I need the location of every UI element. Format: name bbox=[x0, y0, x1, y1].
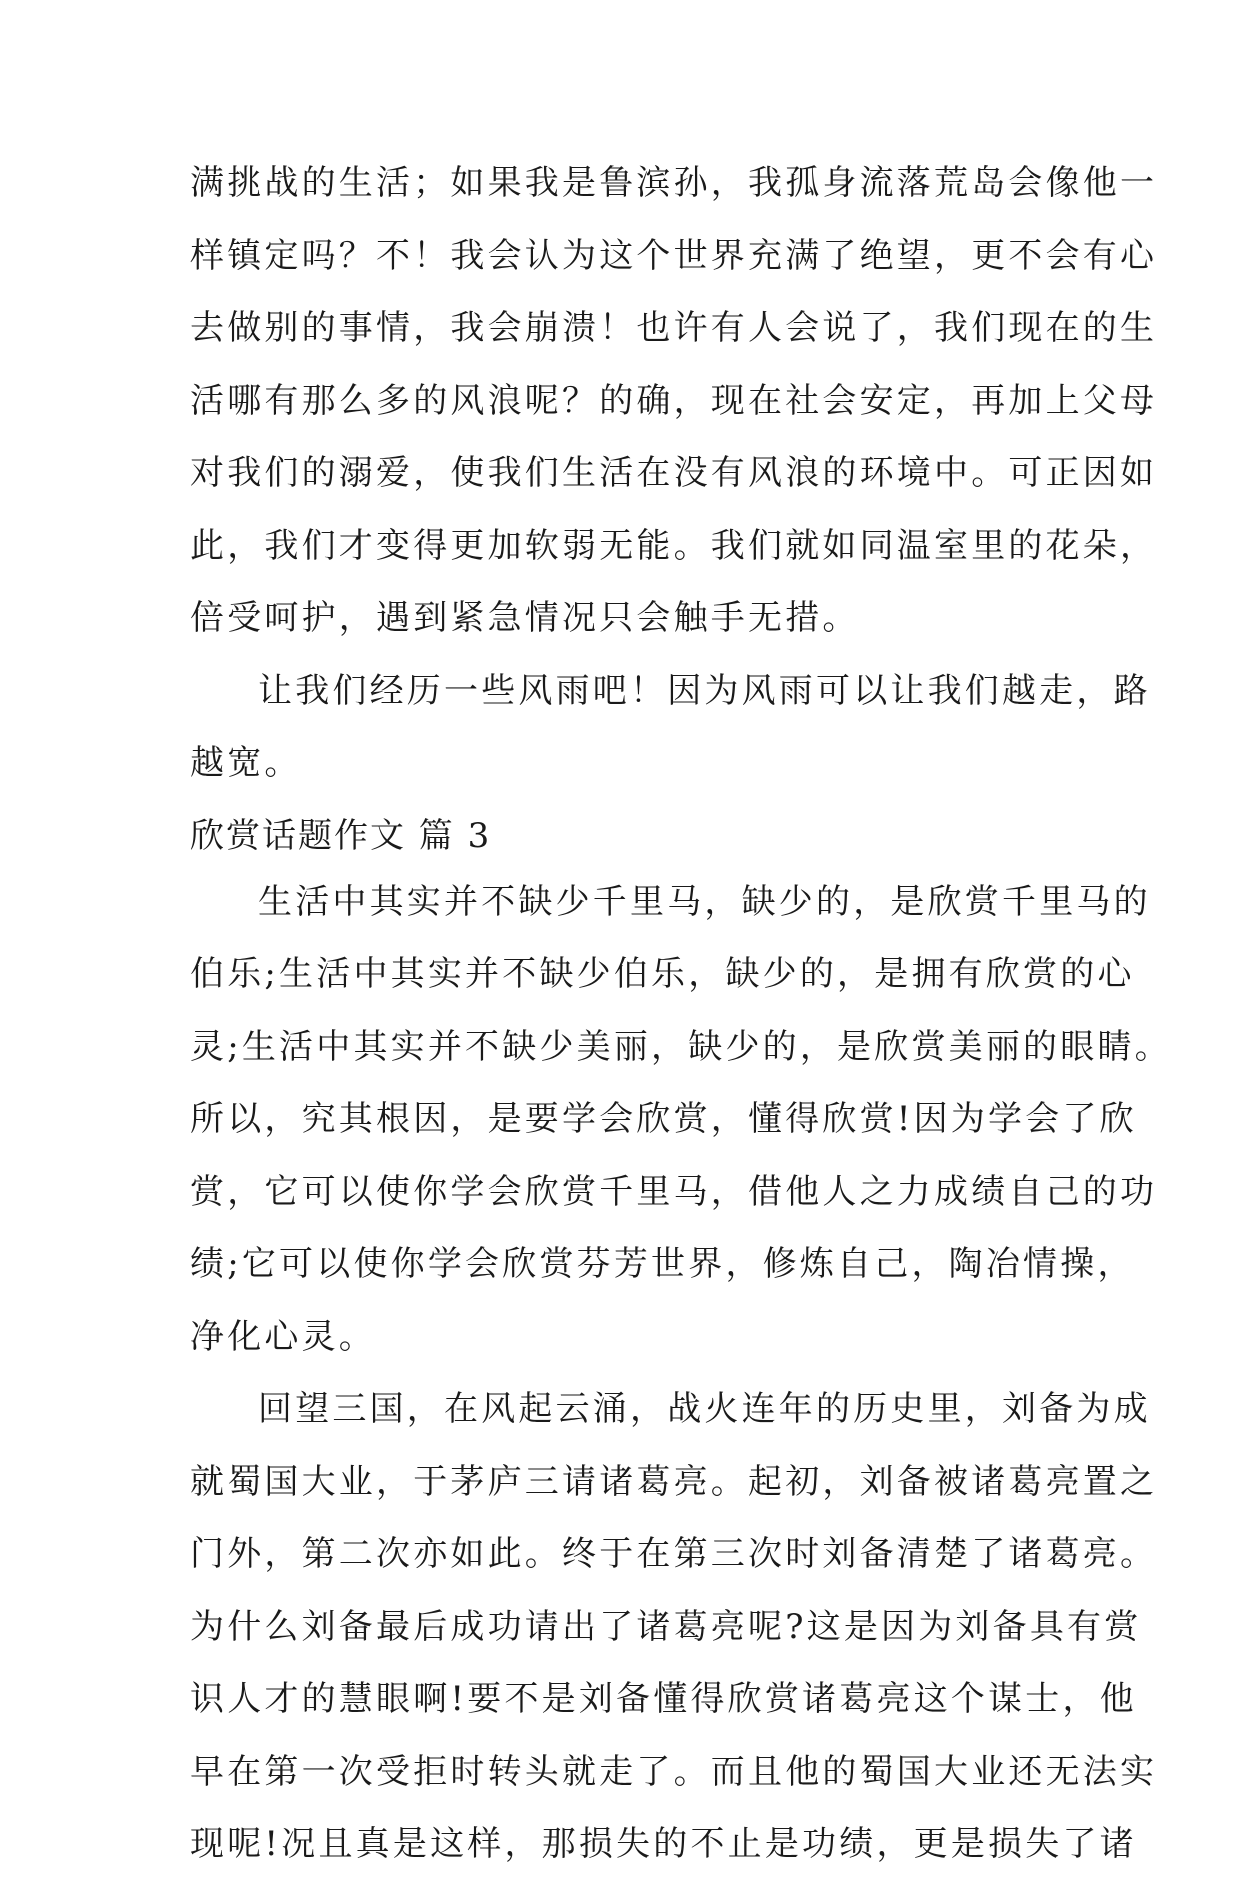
text-line: 门外，第二次亦如此。终于在第三次时刘备清楚了诸葛亮。 bbox=[190, 1534, 1158, 1574]
paragraph-first-line: 让我们经历一些风雨吧！因为风雨可以让我们越走，路 bbox=[258, 670, 1151, 711]
text-line: 为什么刘备最后成功请出了诸葛亮呢?这是因为刘备具有赏 bbox=[190, 1606, 1142, 1647]
paragraph-first-line: 生活中其实并不缺少千里马，缺少的，是欣赏千里马的 bbox=[258, 881, 1151, 922]
text-line: 早在第一次受拒时转头就走了。而且他的蜀国大业还无法实 bbox=[190, 1751, 1158, 1792]
text-line: 对我们的溺爱，使我们生活在没有风浪的环境中。可正因如 bbox=[190, 453, 1158, 493]
text-line: 越宽。 bbox=[190, 743, 302, 783]
text-line: 识人才的慧眼啊!要不是刘备懂得欣赏诸葛亮这个谋士，他 bbox=[190, 1679, 1137, 1719]
text-line: 现呢!况且真是这样，那损失的不止是功绩，更是损失了诸 bbox=[190, 1824, 1137, 1864]
text-line: 绩;它可以使你学会欣赏芬芳世界，修炼自己，陶冶情操， bbox=[190, 1244, 1135, 1284]
text-line: 倍受呵护，遇到紧急情况只会触手无措。 bbox=[190, 598, 860, 638]
text-line: 灵;生活中其实并不缺少美丽，缺少的，是欣赏美丽的眼睛。 bbox=[190, 1026, 1172, 1067]
text-line: 满挑战的生活；如果我是鲁滨孙，我孤身流落荒岛会像他一 bbox=[190, 163, 1158, 203]
document-body bbox=[190, 160, 1172, 1894]
text-line: 去做别的事情，我会崩溃！也许有人会说了，我们现在的生 bbox=[190, 308, 1158, 348]
text-line: 赏，它可以使你学会欣赏千里马，借他人之力成绩自己的功 bbox=[190, 1171, 1158, 1212]
text-line: 样镇定吗？不！我会认为这个世界充满了绝望，更不会有心 bbox=[190, 235, 1158, 276]
text-line: 此，我们才变得更加软弱无能。我们就如同温室里的花朵， bbox=[190, 525, 1158, 566]
text-line: 伯乐;生活中其实并不缺少伯乐，缺少的，是拥有欣赏的心 bbox=[190, 954, 1135, 994]
text-line: 净化心灵。 bbox=[190, 1316, 376, 1357]
text-line: 活哪有那么多的风浪呢？的确，现在社会安定，再加上父母 bbox=[190, 380, 1158, 421]
paragraph-first-line: 回望三国，在风起云涌，战火连年的历史里，刘备为成 bbox=[258, 1389, 1151, 1429]
section-heading: 欣赏话题作文 篇 3 bbox=[190, 815, 492, 856]
text-line: 就蜀国大业，于茅庐三请诸葛亮。起初，刘备被诸葛亮置之 bbox=[190, 1461, 1158, 1502]
text-line: 所以，究其根因，是要学会欣赏，懂得欣赏!因为学会了欣 bbox=[190, 1099, 1137, 1139]
